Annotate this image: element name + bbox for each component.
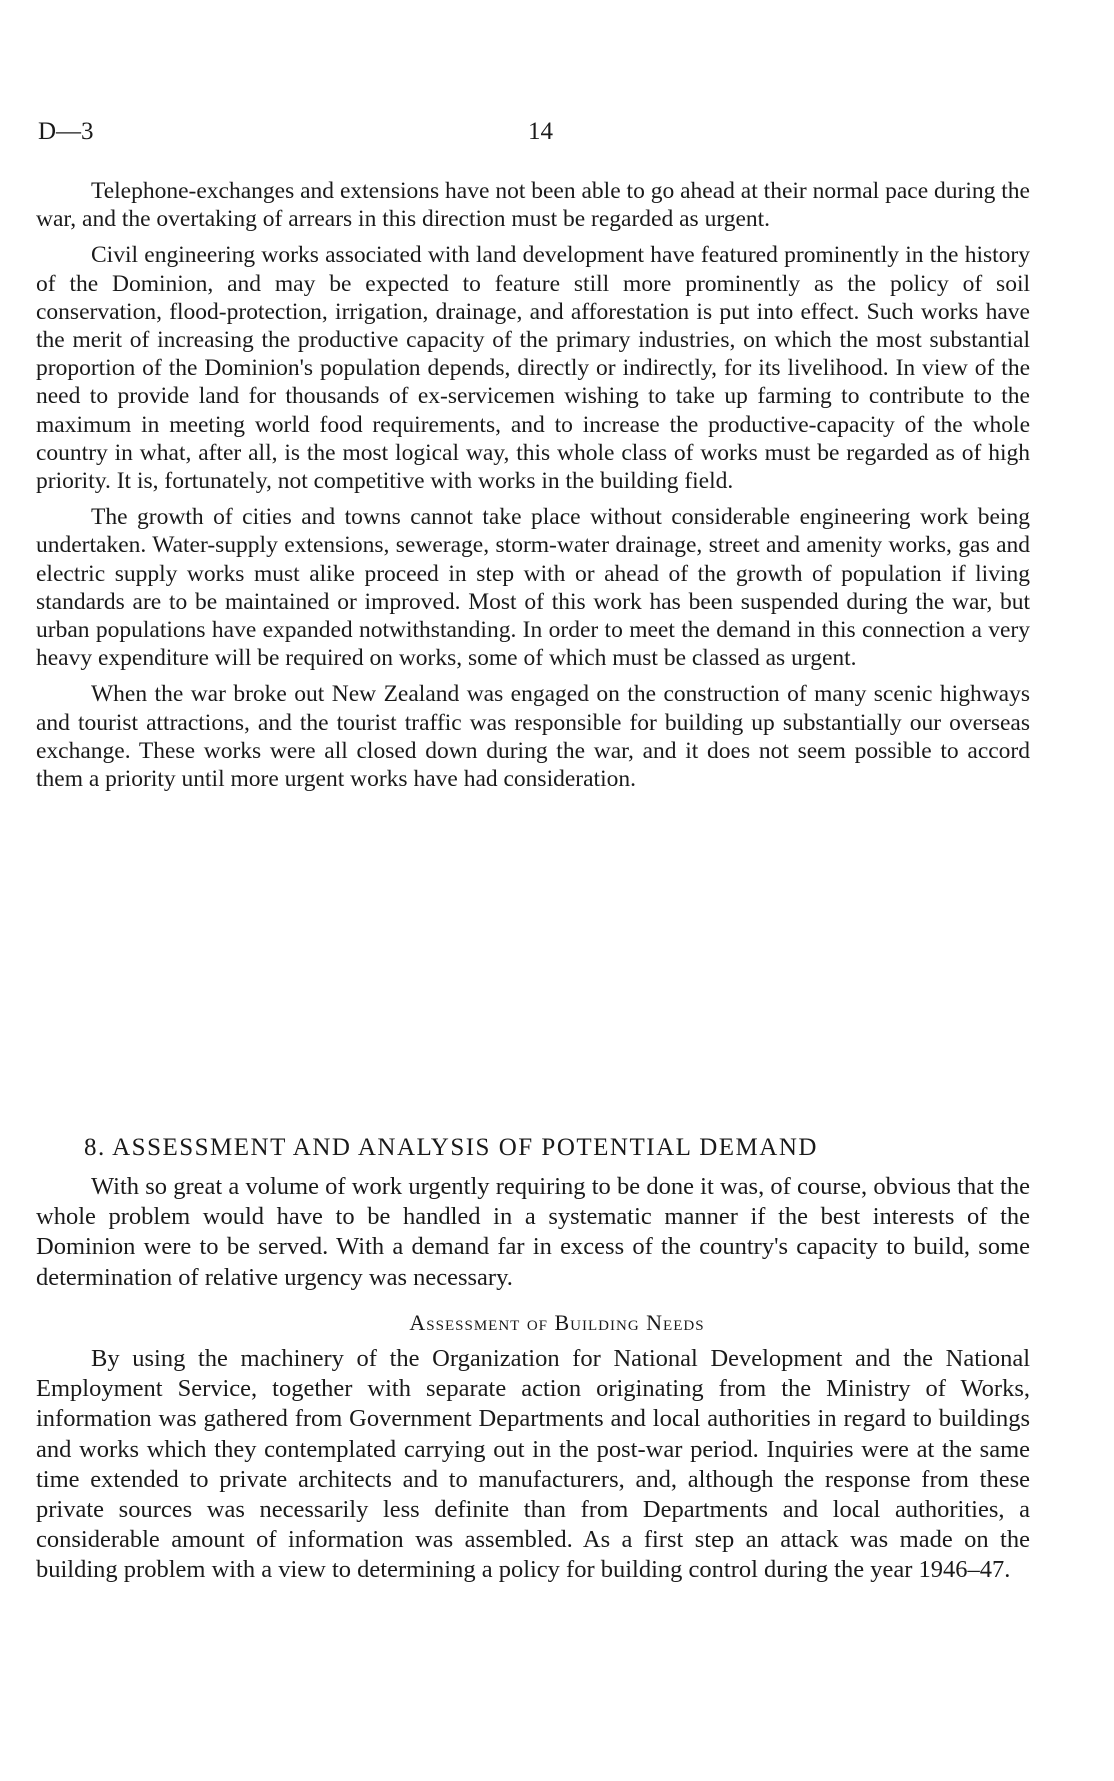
body-text-top [36,177,1030,793]
paragraph-civil-engineering: Civil engineering works associated with land development have featured prominently in the history of the Dominion, and may be expected to feature still more prominently as the policy of soil conservation, flood-protection, irrigation, drainage, and afforestation is put into effect. Such works have the merit of increasing the productive capacity of the primary industries, on which the most substantial proportion of the Dominion's population depends, directly or indirectly, for its livelihood. In view of the need to provide land for thousands of ex-servicemen wishing to take up farming to contribute to the maximum in meeting world food requirements, and to increase the productive-capacity of the whole country in what, after all, is the most logical way, this whole class of works must be regarded as of high priority. It is, fortunately, not competitive with works in the building field. [36,242,1030,495]
page-number: 14 [528,118,553,145]
paragraph-telephone-exchanges: Telephone-exchanges and extensions have not been able to go ahead at their normal pace during the war, and the overtaking of arrears in this direction must be regarded as urgent. [36,178,1030,233]
paragraph-scenic-highways: When the war broke out New Zealand was engaged on the construction of many scenic highways and tourist attractions, and the tourist traffic was responsible for building up substantially our overseas exchange. These works were all closed down during the war, and it does not seem possible to accord them a priority until more urgent works have had consideration. [36,681,1030,793]
paragraph-building-needs: By using the machinery of the Organization for National Development and the National Employment Service, together with separate action originating from the Ministry of Works, information was gathered from Government Departments and local authorities in regard to buildings and works which they contemplated carrying out in the post-war period. Inquiries were at the same time extended to private architects and to manufacturers, and, although the response from these private sources was necessarily less definite than from Departments and local authorities, a considerable amount of information was assembled. As a first step an attack was made on the building problem with a view to determining a policy for building control during the year 1946–47. [36,1345,1030,1584]
section-8-body [36,1172,1030,1293]
document-reference: D—3 [38,118,94,145]
subsection-heading: Assessment of Building Needs [409,1310,705,1335]
paragraph-growth-of-cities: The growth of cities and towns cannot take place without considerable engineering work being undertaken. Water-supply extensions, sewerage, storm-water drainage, street and amenity works, gas and electric supply works must alike proceed in step with or ahead of the growth of population if living standards are to be maintained or improved. Most of this work has been suspended during the war, but urban populations have expanded notwithstanding. In order to meet the demand in this connection a very heavy expenditure will be required on works, some of which must be classed as urgent. [36,504,1030,672]
subsection-body [36,1344,1030,1586]
page-header [38,118,1038,158]
paragraph-assessment: With so great a volume of work urgently requiring to be done it was, of course, obvious that the whole problem would have to be handled in a systematic manner if the best interests of the Dominion were to be served. With a demand far in excess of the country's capacity to build, some determination of relative urgency was necessary. [36,1173,1030,1291]
section-heading: 8. ASSESSMENT AND ANALYSIS OF POTENTIAL DEMAND [84,1134,818,1161]
